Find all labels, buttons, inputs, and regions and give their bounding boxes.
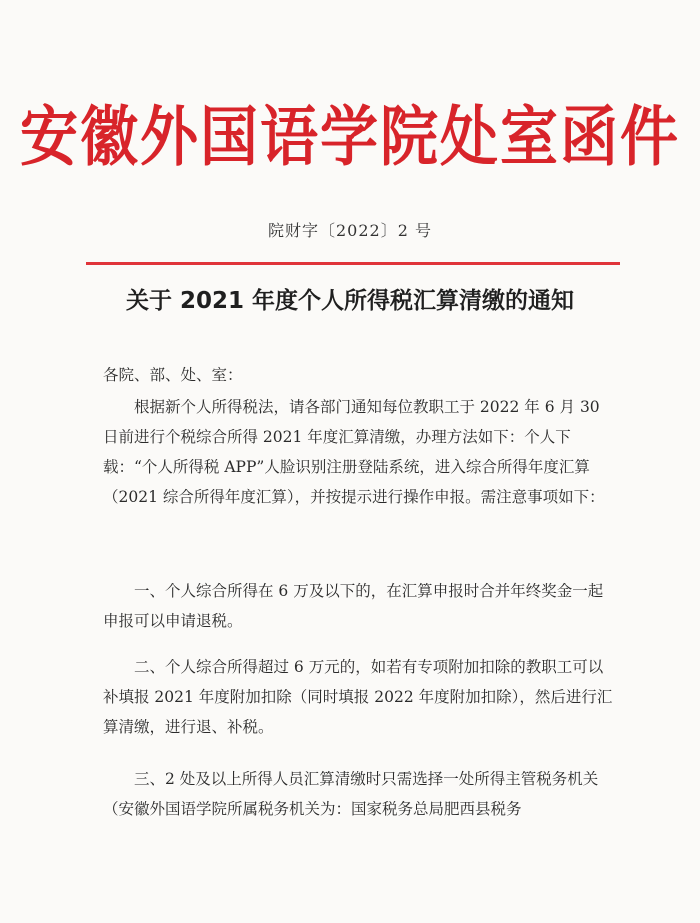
paragraph-text: 三、2 处及以上所得人员汇算清缴时只需选择一处所得主管税务机关（安徽外国语学院所属税务机关为：国家税务总局肥西县税务 <box>103 770 599 818</box>
paragraph-intro <box>103 392 613 512</box>
salutation: 各院、部、处、室： <box>103 366 243 384</box>
document-number: 院财字〔2022〕2 号 <box>268 221 432 240</box>
paragraph-text: 一、个人综合所得在 6 万及以下的，在汇算申报时合并年终奖金一起申报可以申请退税。 <box>103 582 604 630</box>
paragraph-text: 根据新个人所得税法，请各部门通知每位教职工于 2022 年 6 月 30 日前进行个税综合所得 2021 年度汇算清缴，办理方法如下：个人下载：“个人所得税 APP”人脸识别注册登陆系统，进入综合所得年度汇算（2021 综合所得年度汇算），并按提示进行操作申报。需注意事项如下： <box>103 398 605 506</box>
letterhead-title: 安徽外国语学院处室函件 <box>19 98 680 175</box>
paragraph-text: 二、个人综合所得超过 6 万元的，如若有专项附加扣除的教职工可以补填报 2021 年度附加扣除（同时填报 2022 年度附加扣除），然后进行汇算清缴，进行退、补税。 <box>103 658 613 736</box>
paragraph-item-1 <box>103 576 613 636</box>
notice-title: 关于 2021 年度个人所得税汇算清缴的通知 <box>125 288 575 314</box>
paragraph-item-3 <box>103 764 613 824</box>
paragraph-item-2 <box>103 652 613 742</box>
red-divider-line <box>86 262 620 265</box>
